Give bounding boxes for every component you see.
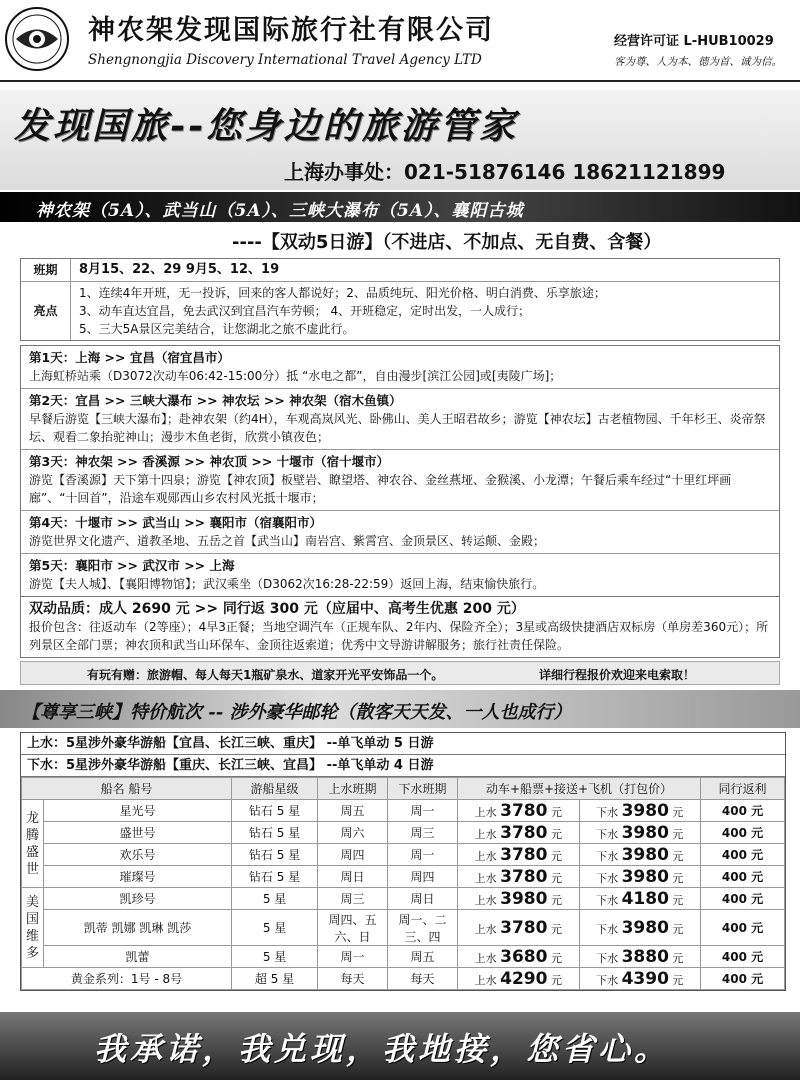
price-value: 3980 xyxy=(500,888,548,909)
price-value: 4390 xyxy=(621,968,669,989)
price-cell: 上水 3780 元 xyxy=(458,844,579,866)
day-title: 第2天：宜昌 >> 三峡大瀑布 >> 神农坛 >> 神农架（宿木鱼镇） xyxy=(29,393,402,408)
price-value: 3980 xyxy=(621,800,669,821)
schedule-section xyxy=(20,258,780,341)
up-schedule: 周三 xyxy=(318,888,388,910)
company-name-cn: 神农架发现国际旅行社有限公司 xyxy=(88,15,494,46)
ship-star: 钻石 5 星 xyxy=(232,866,318,888)
price-cell: 上水 3780 元 xyxy=(458,800,579,822)
price-section xyxy=(20,596,780,658)
price-value: 4290 xyxy=(500,968,548,989)
ship-name: 盛世号 xyxy=(44,822,232,844)
footer-slogan: 我承诺，我兑现，我地接，您省心。 xyxy=(94,1030,671,1068)
day-body: 游览【夫人城】、【襄阳博物馆】；武汉乘坐（D3062次16:28-22:59）返回上海，结束愉快旅行。 xyxy=(29,577,545,591)
table-row xyxy=(22,968,785,990)
down-schedule: 周五 xyxy=(388,946,458,968)
price-cell: 上水 3980 元 xyxy=(458,888,579,910)
ship-star: 5 星 xyxy=(232,946,318,968)
ship-star: 钻石 5 星 xyxy=(232,822,318,844)
ship-name: 欢乐号 xyxy=(44,844,232,866)
cruise-band xyxy=(0,690,800,728)
license-number: 经营许可证 L-HUB10029 xyxy=(614,34,774,49)
col-up-schedule: 上水班期 xyxy=(318,778,388,800)
day-title: 第1天：上海 >> 宜昌（宿宜昌市） xyxy=(29,350,230,365)
price-value: 3880 xyxy=(621,946,669,967)
price-cell: 上水 3780 元 xyxy=(458,822,579,844)
gift-text: 有玩有赠：旅游帽、每人每天1瓶矿泉水、道家开光平安饰品一个。 xyxy=(87,668,444,682)
price-cell: 上水 4290 元 xyxy=(458,968,579,990)
highlights-label: 亮点 xyxy=(21,282,71,340)
table-row xyxy=(22,910,785,946)
price-cell: 下水 4180 元 xyxy=(579,888,700,910)
day-body: 游览世界文化遗产、道教圣地、五岳之首【武当山】南岩宫、紫霄宫、金顶景区、转运颠、金殿； xyxy=(29,534,546,548)
day-2 xyxy=(21,389,779,450)
price-detail: 报价包含：往返动车（2等座）；4早3正餐；当地空调汽车（正规车队、2年内、保险齐全）；3星或高级快捷酒店双标房（单房差360元）；所列景区全部门票；神农顶和武当山环保车、金顶往返索道；优秀中文导游讲解服务；旅行社责任保险。 xyxy=(29,620,769,652)
company-motto: 客为尊、人为本、德为首、诚为信。 xyxy=(614,56,782,68)
up-schedule: 每天 xyxy=(318,968,388,990)
price-value: 4180 xyxy=(621,888,669,909)
itinerary-section xyxy=(20,345,780,597)
day-title: 第3天：神农架 >> 香溪源 >> 神农顶 >> 十堰市（宿十堰市） xyxy=(29,454,390,469)
price-value: 3780 xyxy=(500,917,548,938)
price-cell: 上水 3780 元 xyxy=(458,910,579,946)
contact-note: 详细行程报价欢迎来电索取！ xyxy=(539,668,696,682)
company-logo-icon xyxy=(4,6,70,72)
col-star: 游船星级 xyxy=(232,778,318,800)
hero-banner xyxy=(0,90,800,190)
highlight-item: 1、连续4年开班，无一投诉，回来的客人都说好；2、品质纯玩、阳光价格、明白消费、乐享旅途； xyxy=(79,286,606,300)
highlights-list xyxy=(71,282,779,340)
price-cell: 上水 3780 元 xyxy=(458,866,579,888)
day-1 xyxy=(21,346,779,389)
table-row xyxy=(22,800,785,822)
price-value: 3980 xyxy=(621,917,669,938)
down-schedule: 每天 xyxy=(388,968,458,990)
down-schedule: 周一 xyxy=(388,800,458,822)
ship-name: 黄金系列：1号 - 8号 xyxy=(22,968,232,990)
cruise-table-section xyxy=(20,732,786,991)
rebate: 400 元 xyxy=(701,968,785,990)
company-name-en: Shengnongjia Discovery International Travel Agency LTD xyxy=(88,52,482,68)
down-schedule: 周一、二 三、四 xyxy=(388,910,458,946)
table-row xyxy=(22,888,785,910)
rebate: 400 元 xyxy=(701,866,785,888)
price-value: 3680 xyxy=(500,946,548,967)
ship-group: 龙腾盛世 xyxy=(22,800,44,888)
schedule-row xyxy=(21,259,779,282)
route-upstream: 上水：5星涉外豪华游船【宜昌、长江三峡、重庆】 --单飞单动 5 日游 xyxy=(21,733,785,755)
day-title: 第4天：十堰市 >> 武当山 >> 襄阳市（宿襄阳市） xyxy=(29,515,323,530)
office-phone: 上海办事处：021-51876146 18621121899 xyxy=(284,160,726,184)
up-schedule: 周四、五 六、日 xyxy=(318,910,388,946)
rebate: 400 元 xyxy=(701,910,785,946)
ship-name: 璀璨号 xyxy=(44,866,232,888)
price-cell: 下水 3980 元 xyxy=(579,800,700,822)
day-title: 第5天：襄阳市 >> 武汉市 >> 上海 xyxy=(29,558,235,573)
highlight-item: 3、动车直达宜昌，免去武汉到宜昌汽车劳顿； 4、开班稳定，定时出发，一人成行； xyxy=(79,304,531,318)
day-4 xyxy=(21,511,779,554)
rebate: 400 元 xyxy=(701,946,785,968)
col-down-schedule: 下水班期 xyxy=(388,778,458,800)
price-cell: 下水 3980 元 xyxy=(579,910,700,946)
hero-slogan: 发现国旅--您身边的旅游管家 xyxy=(14,105,518,147)
rebate: 400 元 xyxy=(701,888,785,910)
price-cell: 下水 3880 元 xyxy=(579,946,700,968)
down-schedule: 周三 xyxy=(388,822,458,844)
ship-star: 钻石 5 星 xyxy=(232,844,318,866)
highlight-item: 5、三大5A景区完美结合，让您湖北之旅不虚此行。 xyxy=(79,322,355,336)
table-row xyxy=(22,844,785,866)
down-schedule: 周四 xyxy=(388,866,458,888)
rebate: 400 元 xyxy=(701,844,785,866)
col-ship: 船名 船号 xyxy=(22,778,232,800)
price-value: 3980 xyxy=(621,844,669,865)
price-value: 3780 xyxy=(500,844,548,865)
ship-star: 5 星 xyxy=(232,910,318,946)
table-row xyxy=(22,866,785,888)
ship-group: 美国维多 xyxy=(22,888,44,968)
table-header-row xyxy=(22,778,785,800)
day-body: 游览【香溪源】天下第十四泉；游览【神农顶】板壁岩、瞭望塔、神农谷、金丝燕垭、金猴溪、小龙潭；午餐后乘车经过“十里红坪画廊”、“十回首”，沿途车观郧西山乡农村风光抵十堰市； xyxy=(29,473,732,505)
ship-star: 5 星 xyxy=(232,888,318,910)
ship-name: 凯蕾 xyxy=(44,946,232,968)
rebate: 400 元 xyxy=(701,800,785,822)
day-3 xyxy=(21,450,779,511)
down-schedule: 周一 xyxy=(388,844,458,866)
price-cell: 下水 3980 元 xyxy=(579,844,700,866)
price-value: 3780 xyxy=(500,822,548,843)
price-cell: 下水 4390 元 xyxy=(579,968,700,990)
schedule-dates: 8月15、22、29 9月5、12、19 xyxy=(79,262,280,277)
up-schedule: 周一 xyxy=(318,946,388,968)
price-value: 3780 xyxy=(500,866,548,887)
price-cell: 下水 3980 元 xyxy=(579,866,700,888)
up-schedule: 周五 xyxy=(318,800,388,822)
header xyxy=(0,0,800,82)
destinations-band xyxy=(0,192,800,222)
ship-name: 凯蒂 凯娜 凯琳 凯莎 xyxy=(44,910,232,946)
rebate: 400 元 xyxy=(701,822,785,844)
price-value: 3980 xyxy=(621,866,669,887)
day-5 xyxy=(21,554,779,596)
ship-star: 超 5 星 xyxy=(232,968,318,990)
day-body: 早餐后游览【三峡大瀑布】；赴神农架（约4H），车观高岚风光、卧佛山、美人王昭君故乡；游览【神农坛】古老植物园、千年杉王、炎帝祭坛、观看二象抬驼神山；漫步木鱼老街，欣赏小镇夜色； xyxy=(29,412,766,444)
destinations-text: 神农架（5A）、武当山（5A）、三峡大瀑布（5A）、襄阳古城 xyxy=(36,201,524,221)
price-value: 3780 xyxy=(500,800,548,821)
col-rebate: 同行返利 xyxy=(701,778,785,800)
cruise-table xyxy=(21,777,785,990)
table-row xyxy=(22,822,785,844)
table-row xyxy=(22,946,785,968)
day-body: 上海虹桥站乘（D3072次动车06:42-15:00分）抵 “水电之都”，自由漫步[滨江公园]或[夷陵广场]； xyxy=(29,369,562,383)
footer-banner xyxy=(0,1012,800,1080)
gift-bar xyxy=(20,661,780,685)
cruise-band-text: 【尊享三峡】特价航次 -- 涉外豪华邮轮（散客天天发、一人也成行） xyxy=(22,702,572,723)
ship-name: 凯珍号 xyxy=(44,888,232,910)
col-price: 动车+船票+接送+飞机（打包价） xyxy=(458,778,701,800)
price-value: 3980 xyxy=(621,822,669,843)
ship-name: 星光号 xyxy=(44,800,232,822)
schedule-label: 班期 xyxy=(21,259,71,281)
price-cell: 下水 3980 元 xyxy=(579,822,700,844)
ship-star: 钻石 5 星 xyxy=(232,800,318,822)
up-schedule: 周日 xyxy=(318,866,388,888)
price-cell: 上水 3680 元 xyxy=(458,946,579,968)
up-schedule: 周四 xyxy=(318,844,388,866)
highlights-row xyxy=(21,282,779,340)
tour-title: ----【双动5日游】（不进店、不加点、无自费、含餐） xyxy=(232,232,662,253)
price-main: 双动品质：成人 2690 元 >> 同行返 300 元（应届中、高考生优惠 200 元） xyxy=(29,601,525,617)
route-downstream: 下水：5星涉外豪华游船【重庆、长江三峡、宜昌】 --单飞单动 4 日游 xyxy=(21,755,785,777)
down-schedule: 周日 xyxy=(388,888,458,910)
up-schedule: 周六 xyxy=(318,822,388,844)
